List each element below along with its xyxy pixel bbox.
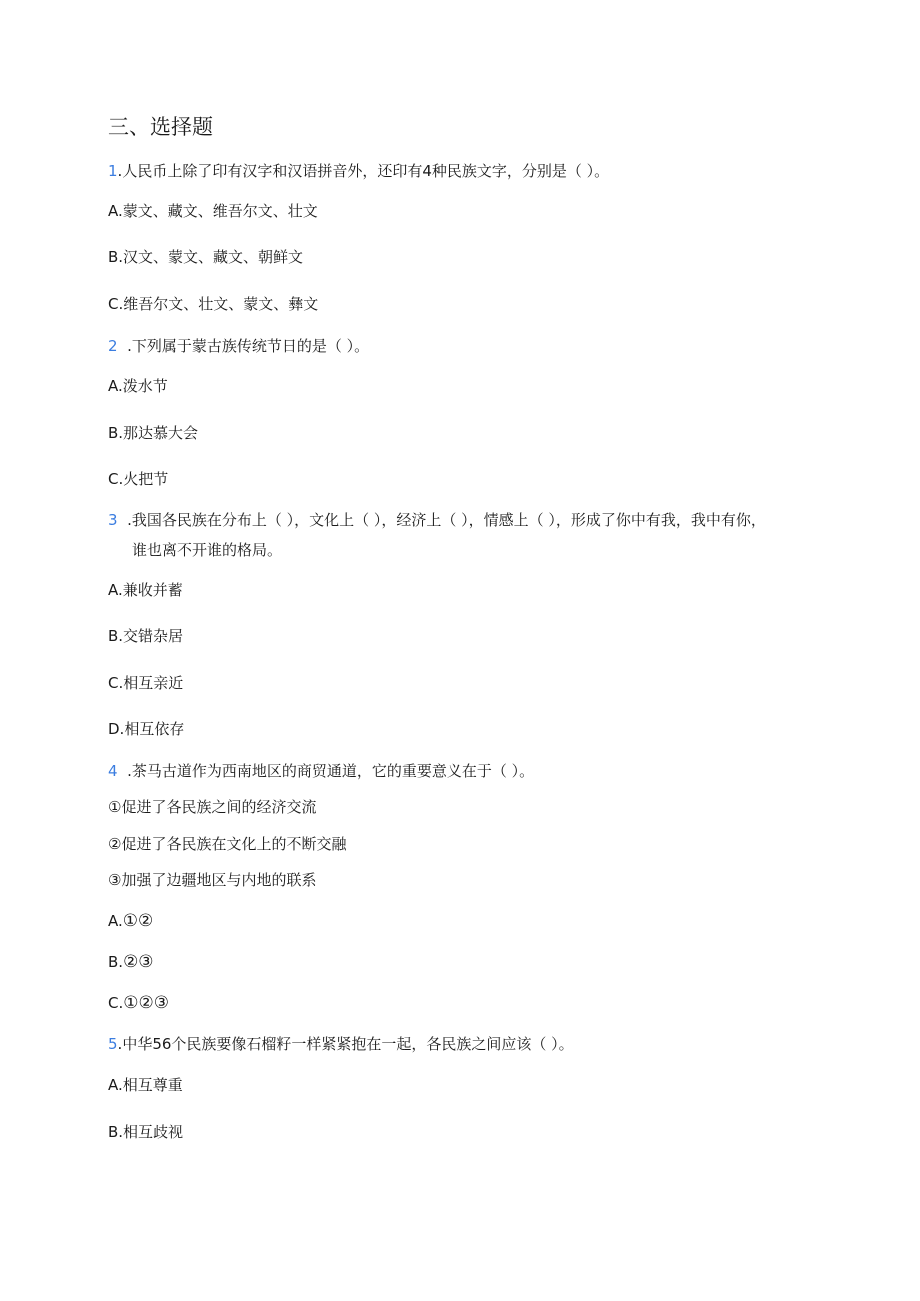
question-4 [108, 761, 534, 781]
question-text: .我国各民族在分布上（ ），文化上（ ），经济上（ ），情感上（ ），形成了你中有我，我中有你， [117, 511, 766, 529]
question-text: .人民币上除了印有汉字和汉语拼音外，还印有4种民族文字，分别是（ ）。 [117, 162, 610, 180]
option-label: B. [108, 953, 124, 971]
option-4b [108, 952, 154, 972]
question-1 [108, 161, 609, 181]
question-number: 5 [108, 1035, 118, 1053]
option-2b: B.那达慕大会 [108, 424, 199, 442]
question-text: .中华56个民族要像石榴籽一样紧紧抱在一起，各民族之间应该（ ）。 [117, 1035, 574, 1053]
question-3 [108, 510, 766, 530]
question-5 [108, 1034, 574, 1054]
question-text: .下列属于蒙古族传统节日的是（ ）。 [117, 337, 370, 355]
option-3c: C.相互亲近 [108, 674, 184, 692]
option-1a: A.蒙文、藏文、维吾尔文、壮文 [108, 202, 318, 220]
question-number: 2 [108, 337, 118, 355]
question-text: .茶马古道作为西南地区的商贸通道，它的重要意义在于（ ）。 [117, 762, 535, 780]
option-5b: B.相互歧视 [108, 1123, 184, 1141]
question-number: 3 [108, 511, 118, 529]
question-number: 4 [108, 762, 118, 780]
option-5a: A.相互尊重 [108, 1076, 183, 1094]
section-title: 三、选择题 [108, 115, 213, 139]
option-marks: ①②③ [123, 993, 169, 1013]
option-2a: A.泼水节 [108, 377, 168, 395]
option-marks: ①② [122, 911, 154, 931]
option-4a [108, 911, 153, 931]
option-label: C. [108, 994, 124, 1012]
option-label: A. [108, 912, 123, 930]
statement-2: ②促进了各民族在文化上的不断交融 [108, 835, 347, 853]
option-4c [108, 993, 169, 1013]
option-1b: B.汉文、蒙文、藏文、朝鲜文 [108, 248, 304, 266]
question-3-continuation: 谁也离不开谁的格局。 [132, 541, 283, 559]
option-3d: D.相互依存 [108, 720, 185, 738]
option-3b: B.交错杂居 [108, 627, 184, 645]
option-2c: C.火把节 [108, 470, 169, 488]
option-1c: C.维吾尔文、壮文、蒙文、彝文 [108, 295, 319, 313]
question-number: 1 [108, 162, 118, 180]
question-2 [108, 336, 369, 356]
statement-1: ①促进了各民族之间的经济交流 [108, 798, 317, 816]
statement-3: ③加强了边疆地区与内地的联系 [108, 871, 317, 889]
option-3a: A.兼收并蓄 [108, 581, 183, 599]
option-marks: ②③ [123, 952, 154, 972]
